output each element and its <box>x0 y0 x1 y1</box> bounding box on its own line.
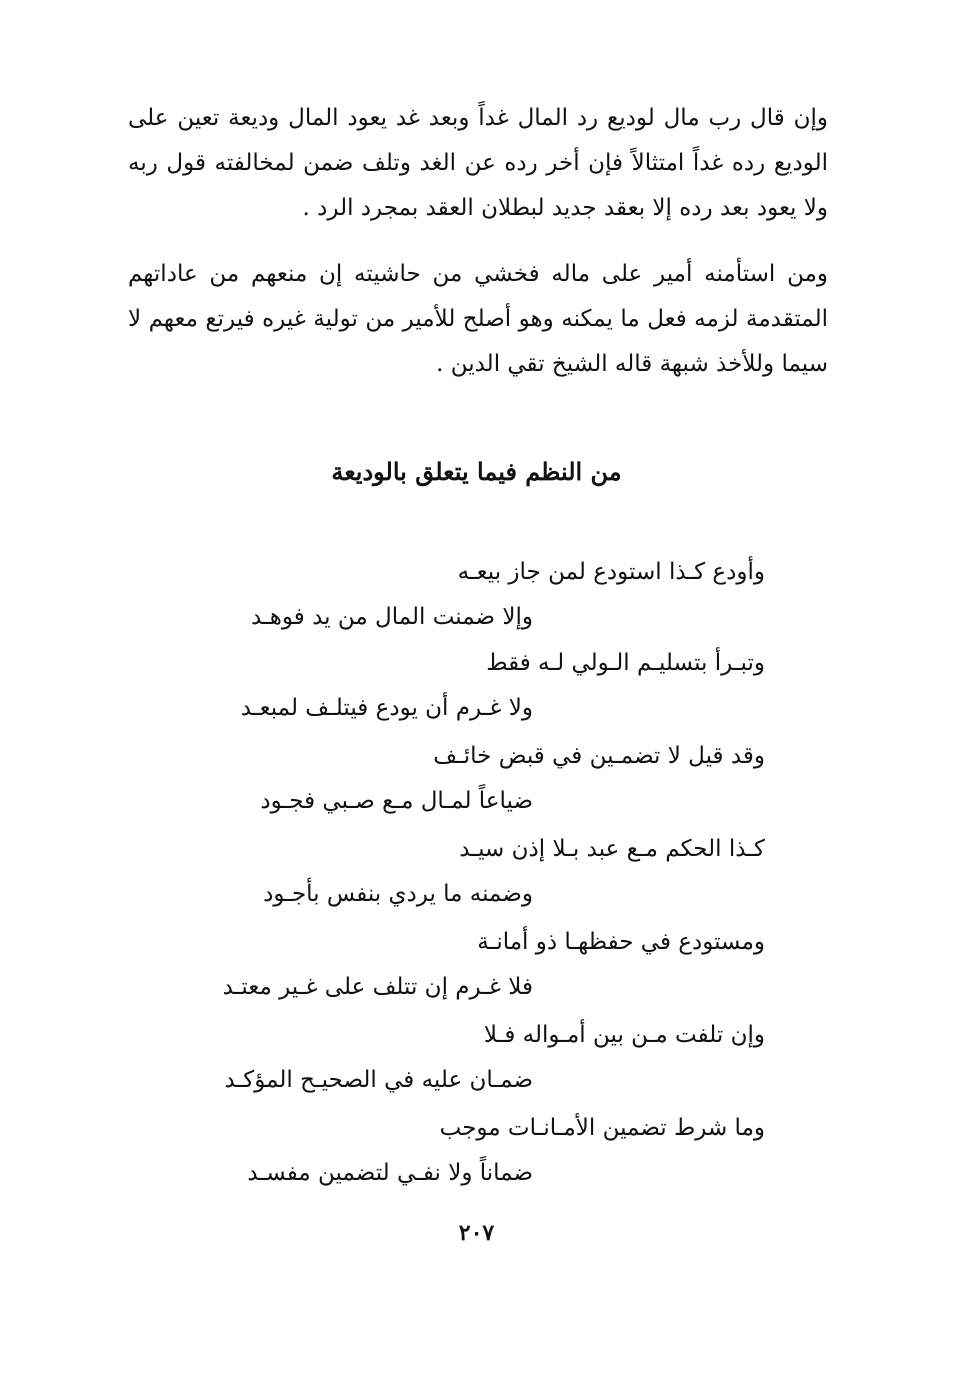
verse-line: وما شرط تضمين الأمـانـات موجب <box>439 1115 765 1141</box>
paragraph-text: وإن قال رب مال لوديع رد المال غداً وبعد غد يعود المال وديعة تعين على الوديع رده غداً امتثالاً فإن أخر رده عن الغد وتلف ضمن لمخالفته قول ربه ولا يعود بعد رده إلا بعقد جديد لبطلان العقد بمجرد الرد . <box>128 105 828 221</box>
paragraph-text: ومن استأمنه أمير على ماله فخشي من حاشيته إن منعهم من عاداتهم المتقدمة لزمه فعل ما يمكنه وهو أصلح للأمير من تولية غيره فيرتع معهم لا سيما وللأخذ شبهة قاله الشيخ تقي الدين . <box>128 261 828 377</box>
paragraph-prince-trust <box>128 252 828 387</box>
verse-line: وأودع كـذا استودع لمن جاز بيعـه <box>457 559 765 585</box>
verse-line: فلا غـرم إن تتلف على غـير معتـد <box>222 974 533 1000</box>
page-number: ٢٠٧ <box>458 1220 495 1246</box>
verse-line: وضمنه ما يردي بنفس بأجـود <box>263 881 533 907</box>
verse-line: ومستودع في حفظهـا ذو أمانـة <box>477 929 765 955</box>
verse-line: ولا غـرم أن يودع فيتلـف لمبعـد <box>240 695 533 721</box>
verse-line: وقد قيل لا تضمـين في قبض خائـف <box>433 743 765 769</box>
verse-line: ضمـان عليه في الصحيـح المؤكـد <box>224 1067 533 1093</box>
verse-line: وإلا ضمنت المال من يد فوهـد <box>250 604 533 630</box>
verse-line: وتبـرأ بتسليـم الـولي لـه فقط <box>486 650 765 676</box>
verse-line: ضياعاً لمـال مـع صـبي فجـود <box>260 788 533 814</box>
verse-line: كـذا الحكم مـع عبد بـلا إذن سيـد <box>459 836 765 862</box>
section-title: من النظم فيما يتعلق بالوديعة <box>331 457 622 486</box>
verse-line: وإن تلفت مـن بين أمـواله فـلا <box>483 1022 765 1048</box>
paragraph-deposit-return <box>128 96 828 231</box>
verse-line: ضماناً ولا نفـي لتضمين مفسـد <box>247 1160 533 1186</box>
